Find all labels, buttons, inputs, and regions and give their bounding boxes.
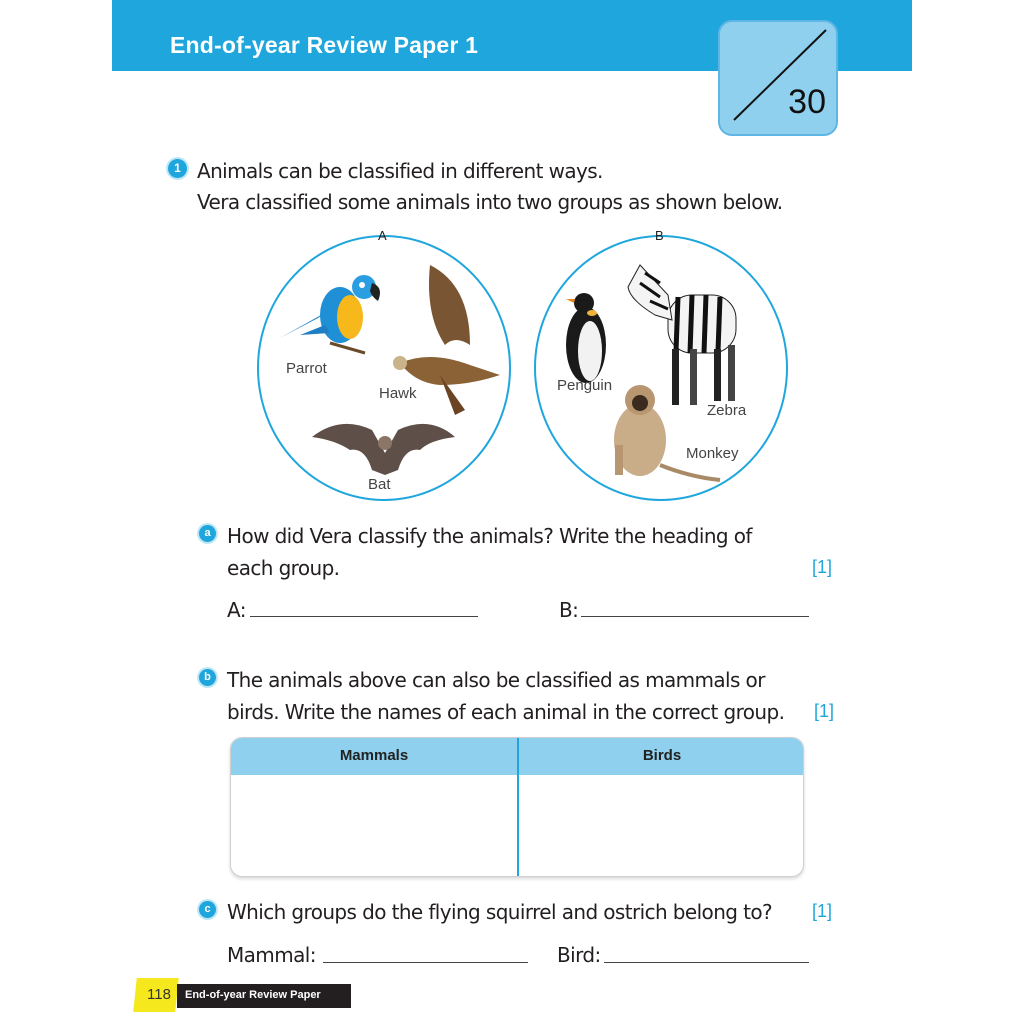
answer-b-label: B: xyxy=(559,598,579,622)
animal-label-hawk: Hawk xyxy=(379,385,417,402)
table-header-birds: Birds xyxy=(642,747,682,764)
bat-icon xyxy=(312,424,455,475)
footer-bar xyxy=(177,984,351,1008)
score-box xyxy=(718,20,838,136)
animal-label-bat: Bat xyxy=(368,476,391,493)
part-a-marks: [1] xyxy=(812,557,833,577)
part-a-badge: a xyxy=(199,525,216,542)
part-b-text-line2: birds. Write the names of each animal in the correct group. xyxy=(227,700,785,724)
question-number-badge: 1 xyxy=(168,159,187,178)
table-header-mammals: Mammals xyxy=(339,747,409,764)
birds-answer-cell[interactable] xyxy=(519,775,804,877)
part-b-badge: b xyxy=(199,669,216,686)
answer-a-label: A: xyxy=(227,598,246,622)
parrot-icon xyxy=(280,275,380,353)
footer-page-number-tab xyxy=(133,978,179,1012)
question-text-line2: Vera classified some animals into two groups as shown below. xyxy=(197,190,783,214)
answer-b-line[interactable] xyxy=(581,616,809,617)
footer-page-number: 118 xyxy=(147,986,171,1003)
mammals-answer-cell[interactable] xyxy=(231,775,517,877)
classification-diagram xyxy=(0,225,1024,525)
penguin-icon xyxy=(566,293,606,383)
animal-label-parrot: Parrot xyxy=(286,360,327,377)
animal-label-monkey: Monkey xyxy=(686,445,739,462)
part-a-text-line1: How did Vera classify the animals? Write the heading of xyxy=(227,524,752,548)
monkey-icon xyxy=(614,385,720,480)
page-title: End-of-year Review Paper 1 xyxy=(170,32,479,58)
score-total: 30 xyxy=(788,83,826,121)
part-a-text-line2: each group. xyxy=(227,556,340,580)
question-text-line1: Animals can be classified in different ways. xyxy=(197,159,603,183)
footer-label: End-of-year Review Paper xyxy=(185,989,321,1001)
part-b-marks: [1] xyxy=(814,701,835,721)
group-b-label: B xyxy=(655,228,664,243)
group-a-label: A xyxy=(378,228,387,243)
zebra-icon xyxy=(628,265,736,405)
answer-a-line[interactable] xyxy=(250,616,478,617)
part-c-text-line1: Which groups do the flying squirrel and ostrich belong to? xyxy=(227,900,773,924)
bird-answer-line[interactable] xyxy=(604,962,809,963)
part-b-text-line1: The animals above can also be classified as mammals or xyxy=(227,668,765,692)
mammal-answer-label: Mammal: xyxy=(227,943,316,967)
classification-table xyxy=(230,737,804,877)
animal-label-zebra: Zebra xyxy=(707,402,747,419)
animal-label-penguin: Penguin xyxy=(557,377,613,394)
part-c-badge: c xyxy=(199,901,216,918)
bird-answer-label: Bird: xyxy=(557,943,601,967)
part-c-marks: [1] xyxy=(812,901,833,921)
mammal-answer-line[interactable] xyxy=(323,962,528,963)
